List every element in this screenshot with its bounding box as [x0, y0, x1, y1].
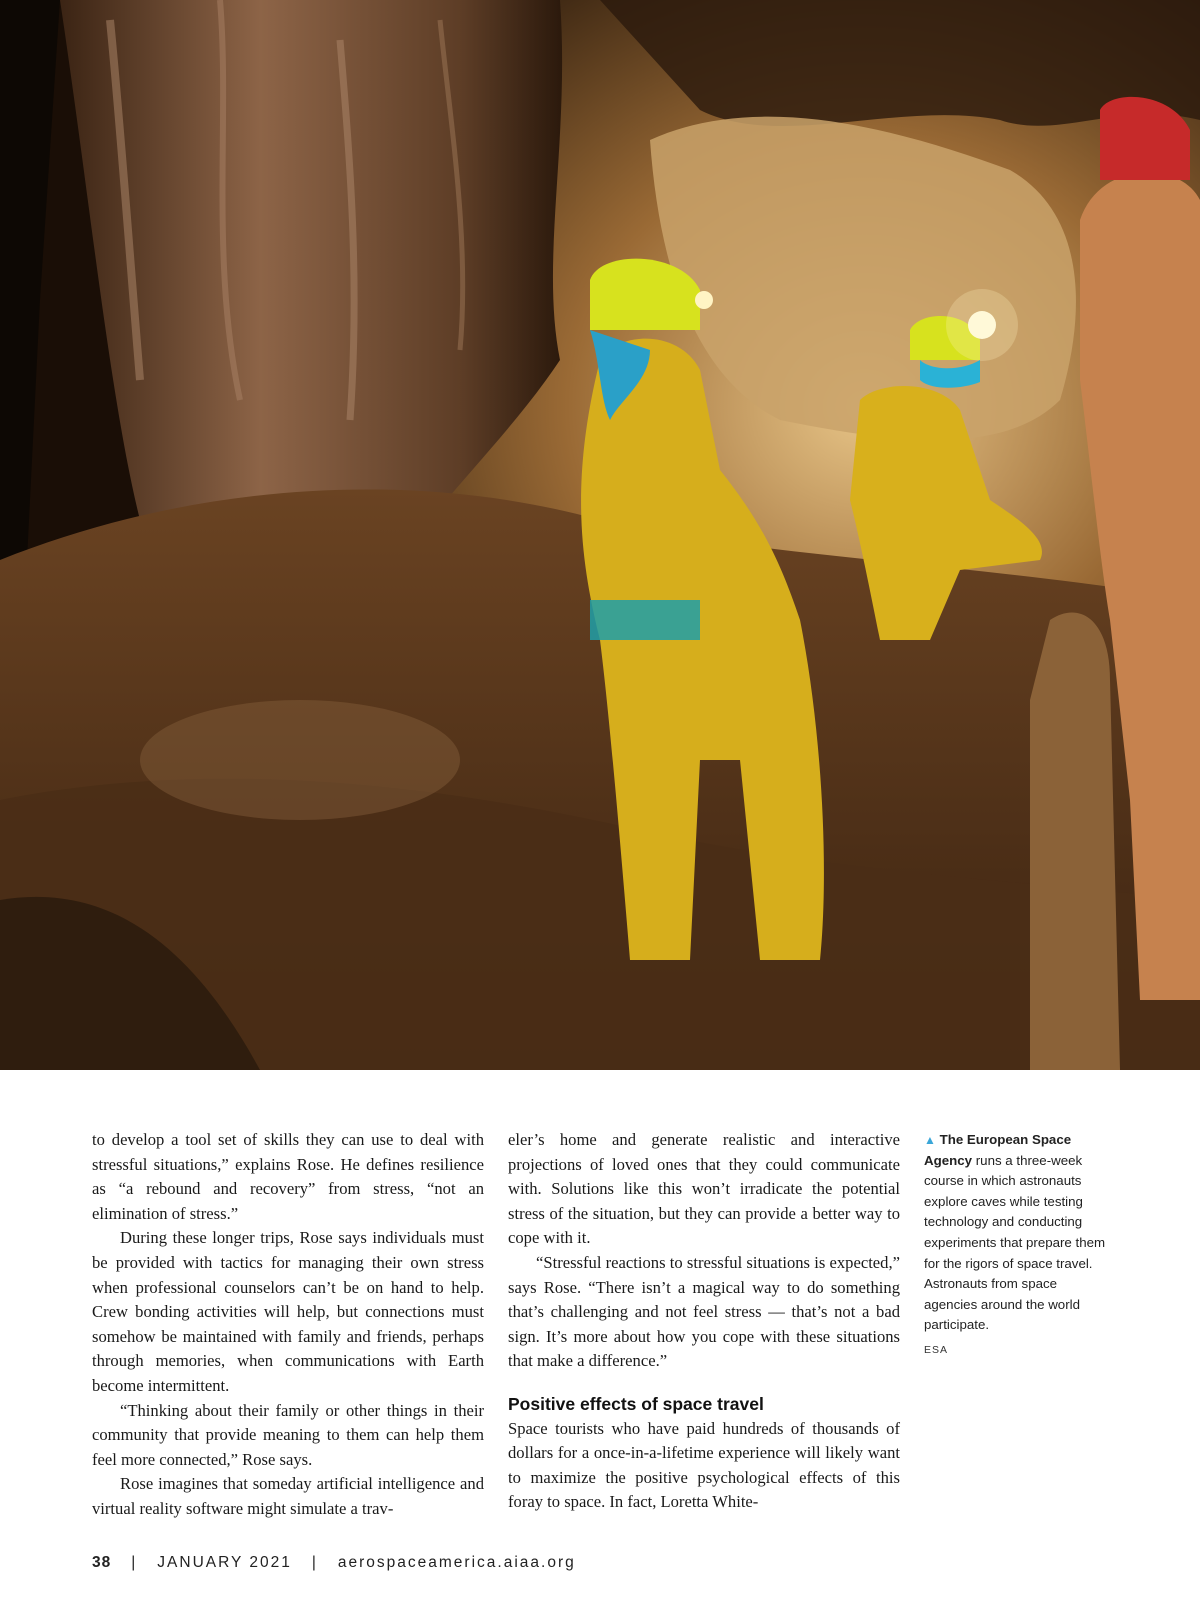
paragraph: “Stressful reactions to stressful situations is expected,” says Rose. “There isn’t a magical way to do something that’s challenging and not feel stress — that’s not a bad sign. It’s more about how you cope with these situations that make a difference.”: [508, 1252, 900, 1371]
paragraph: eler’s home and generate realistic and interactive projections of loved ones that they could communicate with. Solutions like this won’t irradicate the potential stress of the situation, but they can provide a better way to cope with it.: [508, 1130, 900, 1248]
page-number: 38: [92, 1554, 112, 1571]
caption-lead: The European Space Agency: [924, 1132, 1072, 1168]
photo-caption: [924, 1130, 1110, 1361]
article-column-2: [508, 1128, 900, 1515]
paragraph: Rose imagines that someday artificial intelligence and virtual reality software might simulate a trav-: [92, 1474, 484, 1518]
footer-divider: |: [311, 1554, 318, 1571]
footer-divider: |: [131, 1554, 138, 1571]
caption-marker-icon: ▲: [924, 1133, 936, 1147]
caption-body: runs a three-week course in which astronauts explore caves while testing technology and conducting experiments that prepare them for the rigors of space travel. Astronauts from space agencies around the world participate.: [924, 1152, 1106, 1333]
paragraph: to develop a tool set of skills they can use to deal with stressful situations,” explains Rose. He defines resilience as “a rebound and recovery” from stress, “not an elimination of stress.”: [92, 1130, 484, 1223]
article-column-1: [92, 1128, 484, 1522]
page-footer: [92, 1554, 576, 1572]
section-heading: Positive effects of space travel: [508, 1393, 764, 1414]
photo-credit: ESA: [924, 1343, 949, 1356]
paragraph: “Thinking about their family or other things in their community that provide meaning to them can help them feel more connected,” Rose says.: [92, 1400, 484, 1469]
paragraph: During these longer trips, Rose says individuals must be provided with tactics for managing their own stress when professional counselors can’t be on hand to help. Crew bonding activities will help, but connections must somehow be maintained with family and friends, perhaps through memories, when communications with Earth become intermittent.: [92, 1228, 484, 1395]
issue-date: JANUARY 2021: [157, 1554, 292, 1571]
website-link[interactable]: aerospaceamerica.aiaa.org: [337, 1554, 576, 1571]
paragraph: Space tourists who have paid hundreds of thousands of dollars for a once-in-a-lifetime experience will likely want to maximize the positive psychological effects of this foray to space. In fact, Loretta White-: [508, 1418, 900, 1512]
